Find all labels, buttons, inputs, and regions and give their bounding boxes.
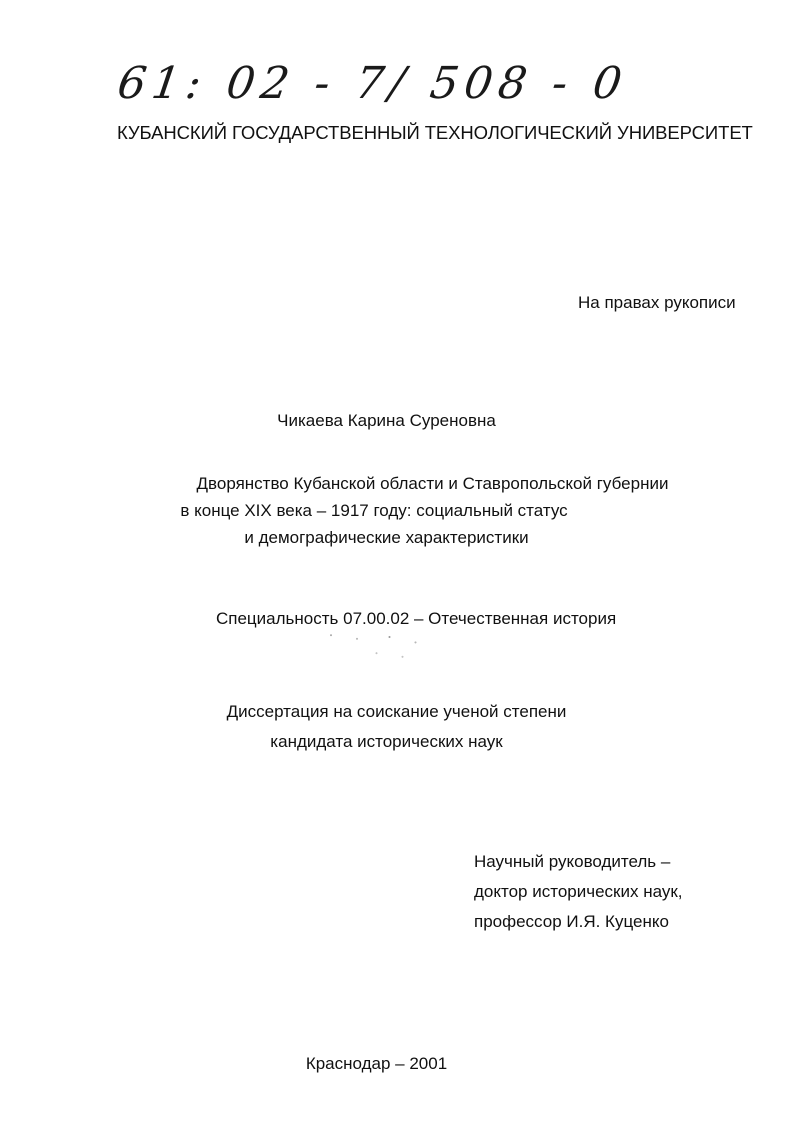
supervisor-line-3: профессор И.Я. Куценко [474,912,669,931]
title-line-2: в конце XIX века – 1917 году: социальный статус [180,501,568,520]
handwritten-catalog-number: 61: 02 - 7/ 508 - 0 [114,58,631,109]
rights-notice: На правах рукописи [578,293,736,312]
degree-line-2: кандидата исторических наук [270,732,503,751]
author-name: Чикаева Карина Суреновна [277,411,496,430]
specialty-line: Специальность 07.00.02 – Отечественная история [216,609,617,628]
supervisor-line-2: доктор исторических наук, [474,882,683,901]
degree-statement [0,697,793,757]
degree-line-1: Диссертация на соискание ученой степени [226,702,567,721]
dissertation-title [0,470,793,551]
supervisor-line-1: Научный руководитель – [474,852,671,871]
university-name: КУБАНСКИЙ ГОСУДАРСТВЕННЫЙ ТЕХНОЛОГИЧЕСКИЙ УНИВЕРСИТЕТ [117,122,753,143]
supervisor-block [474,847,683,937]
stamp-speckles [318,628,448,664]
place-and-year: Краснодар – 2001 [305,1054,448,1073]
title-line-3: и демографические характеристики [244,528,529,547]
title-line-1: Дворянство Кубанской области и Ставропольской губернии [196,474,669,493]
